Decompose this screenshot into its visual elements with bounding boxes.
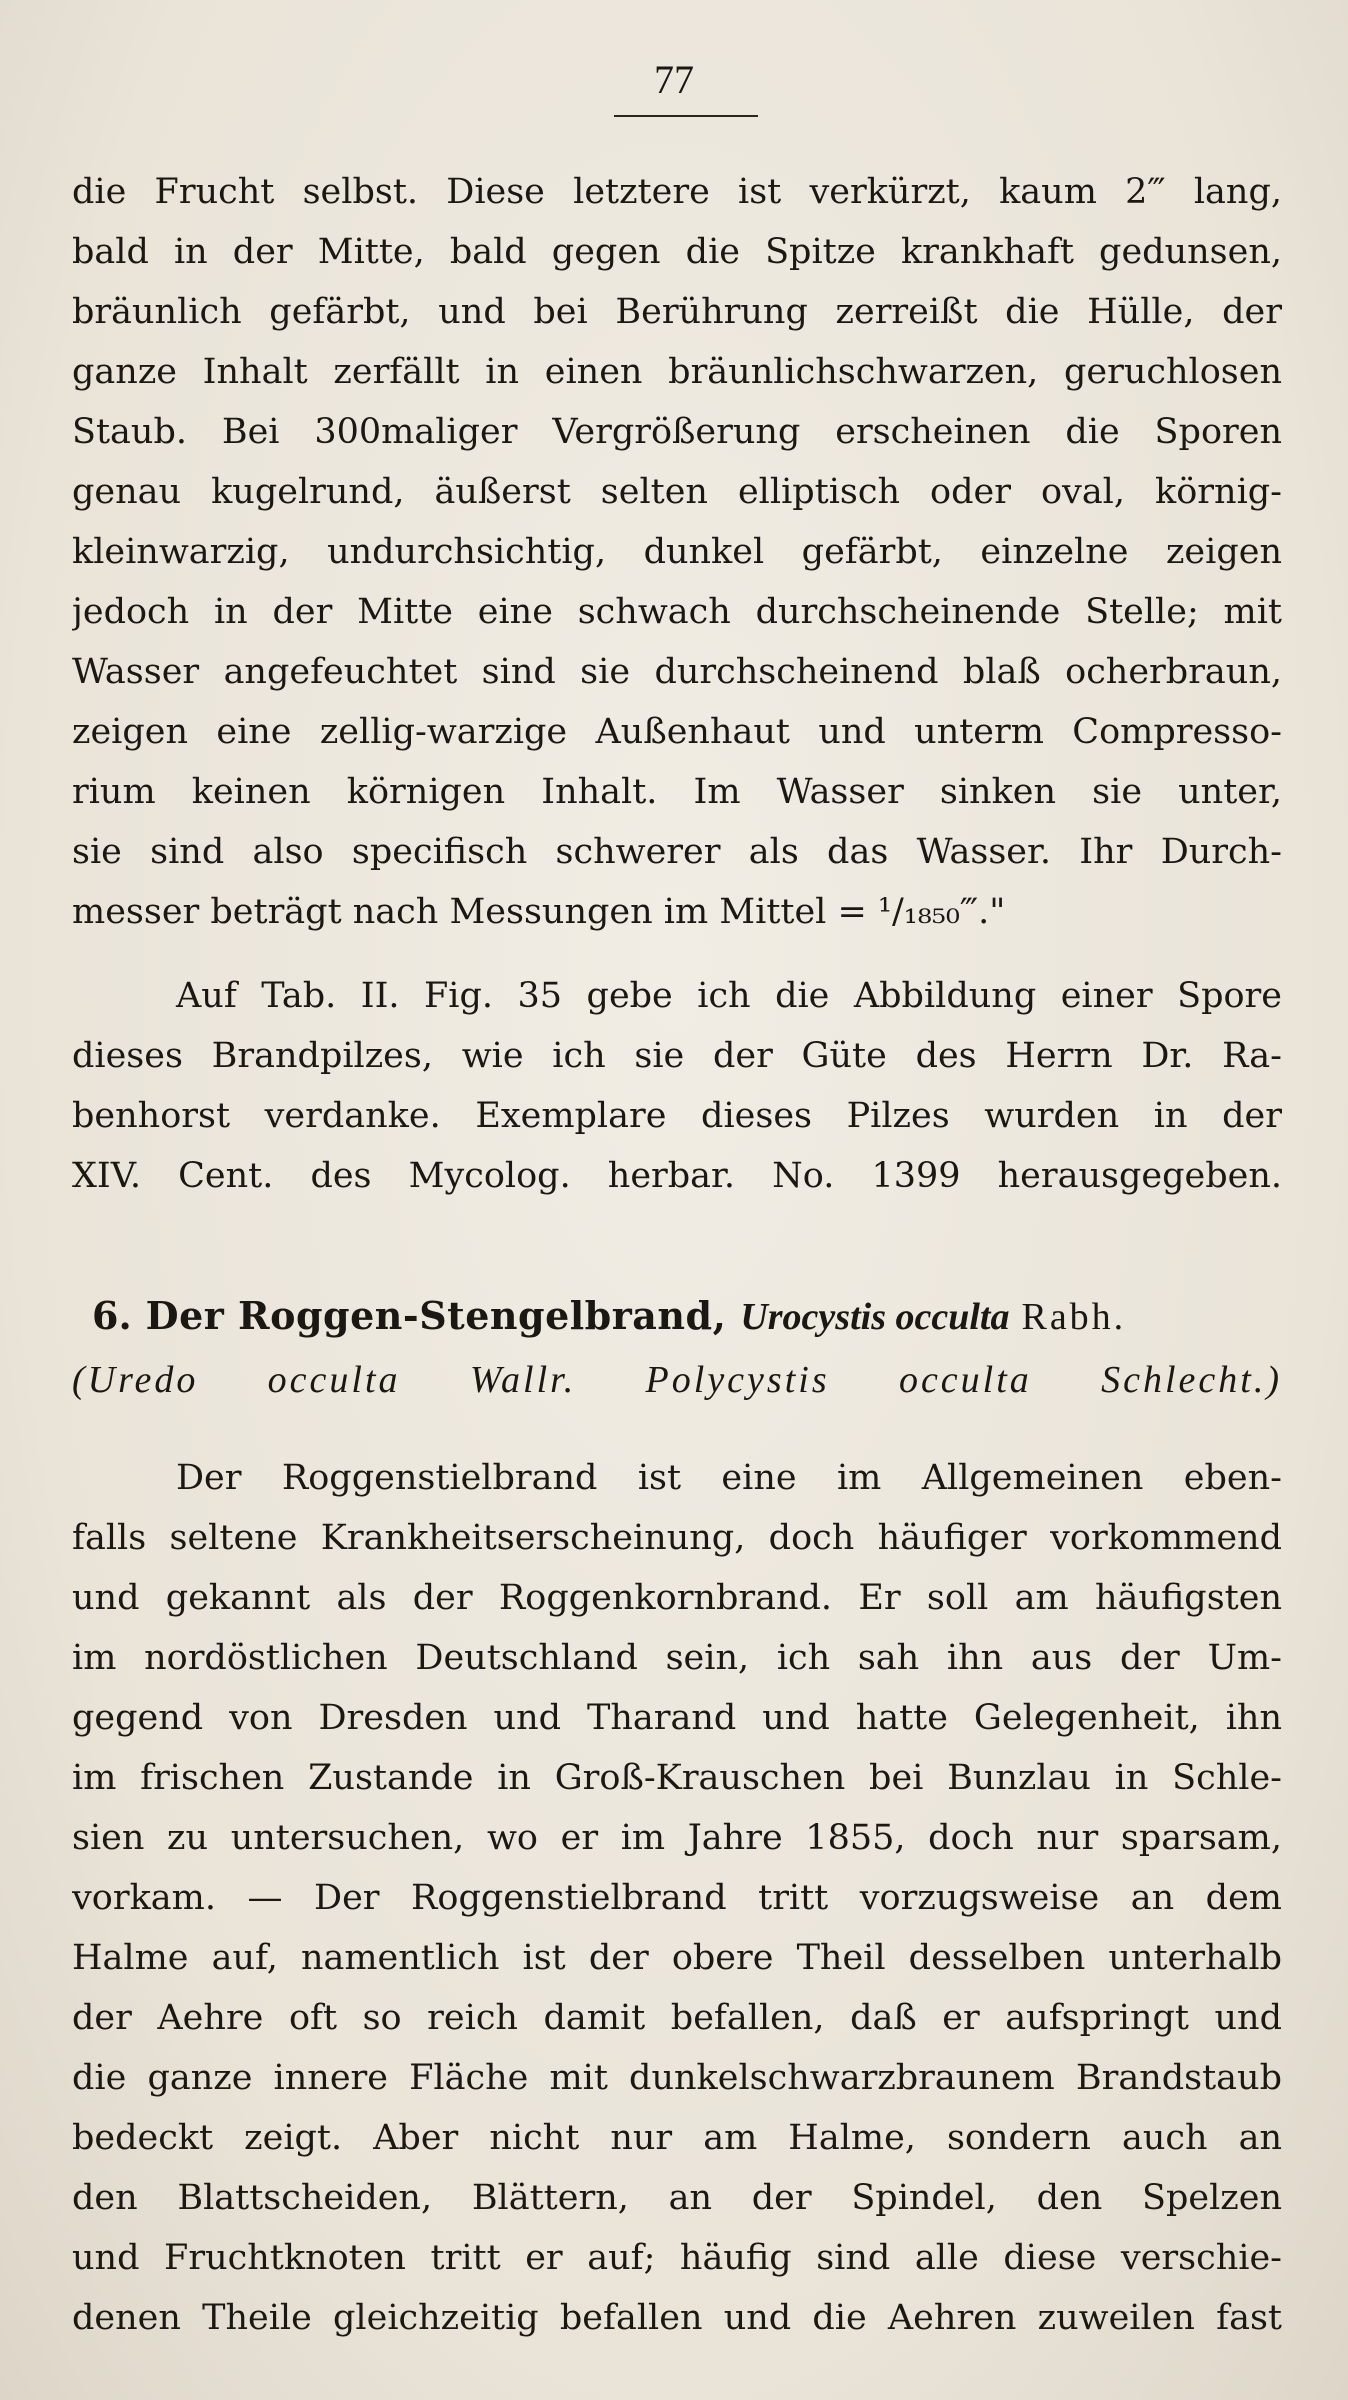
text-line: bald in der Mitte, bald gegen die Spitze krankhaft gedunsen, (72, 232, 1282, 272)
text-line: kleinwarzig, undurchsichtig, dunkel gefärbt, einzelne zeigen (72, 532, 1282, 572)
text-line: und Fruchtknoten tritt er auf; häufig sind alle diese verschie- (72, 2238, 1282, 2278)
paragraph-rye-stem-smut (72, 1448, 1282, 2348)
section-title: Der Roggen-Stengelbrand, (145, 1293, 727, 1338)
text-line: falls seltene Krankheitserscheinung, doch häufiger vorkommend (72, 1518, 1282, 1558)
text-line: messer beträgt nach Messungen im Mittel = ¹/₁₈₅₀‴." (72, 892, 1006, 932)
header-rule (614, 115, 758, 117)
text-line: dieses Brandpilzes, wie ich sie der Güte des Herrn Dr. Ra- (72, 1036, 1282, 1076)
text-line: im nordöstlichen Deutschland sein, ich sah ihn aus der Um- (72, 1638, 1282, 1678)
author-abbreviation: Rabh. (1021, 1296, 1127, 1338)
text-line: vorkam. — Der Roggenstielbrand tritt vorzugsweise an dem (72, 1878, 1282, 1918)
text-line: Wasser angefeuchtet sind sie durchscheinend blaß ocherbraun, (72, 652, 1282, 692)
section-synonyms: (Uredo occulta Wallr. Polycystis occulta Schlecht.) (72, 1359, 1282, 1401)
text-line: der Aehre oft so reich damit befallen, daß er aufspringt und (72, 1998, 1282, 2038)
text-line: den Blattscheiden, Blättern, an der Spindel, den Spelzen (72, 2178, 1282, 2218)
text-line: Staub. Bei 300maliger Vergrößerung erscheinen die Sporen (72, 412, 1282, 452)
page-number: 77 (654, 57, 694, 102)
text-line: zeigen eine zellig-warzige Außenhaut und unterm Compresso- (72, 712, 1282, 752)
text-line: die Frucht selbst. Diese letztere ist verkürzt, kaum 2‴ lang, (72, 172, 1282, 212)
section-number: 6. (92, 1293, 132, 1338)
text-line: rium keinen körnigen Inhalt. Im Wasser sinken sie unter, (72, 772, 1282, 812)
text-line: und gekannt als der Roggenkornbrand. Er soll am häufigsten (72, 1578, 1282, 1618)
text-line: denen Theile gleichzeitig befallen und die Aehren zuweilen fast (72, 2298, 1282, 2338)
paragraph-figure-reference (72, 966, 1282, 1206)
text-line: Halme auf, namentlich ist der obere Theil desselben unterhalb (72, 1938, 1282, 1978)
text-line: im frischen Zustande in Groß-Krauschen bei Bunzlau in Schle- (72, 1758, 1282, 1798)
section-heading (92, 1286, 1282, 1346)
text-line: jedoch in der Mitte eine schwach durchscheinende Stelle; mit (72, 592, 1282, 632)
paragraph-spore-description (72, 162, 1282, 942)
text-line: Der Roggenstielbrand ist eine im Allgemeinen eben- (176, 1458, 1282, 1498)
text-line: die ganze innere Fläche mit dunkelschwarzbraunem Brandstaub (72, 2058, 1282, 2098)
text-line: sie sind also specifisch schwerer als das Wasser. Ihr Durch- (72, 832, 1282, 872)
text-line: ganze Inhalt zerfällt in einen bräunlichschwarzen, geruchlosen (72, 352, 1282, 392)
text-line: XIV. Cent. des Mycolog. herbar. No. 1399 herausgegeben. (72, 1156, 1282, 1196)
latin-name: Urocystis occulta (740, 1296, 1010, 1338)
text-line: benhorst verdanke. Exemplare dieses Pilzes wurden in der (72, 1096, 1282, 1136)
text-line: sien zu untersuchen, wo er im Jahre 1855, doch nur sparsam, (72, 1818, 1282, 1858)
text-line: Auf Tab. II. Fig. 35 gebe ich die Abbildung einer Spore (176, 976, 1282, 1016)
text-line: gegend von Dresden und Tharand und hatte Gelegenheit, ihn (72, 1698, 1282, 1738)
text-line: bräunlich gefärbt, und bei Berührung zerreißt die Hülle, der (72, 292, 1282, 332)
text-line: bedeckt zeigt. Aber nicht nur am Halme, sondern auch an (72, 2118, 1282, 2158)
text-line: genau kugelrund, äußerst selten elliptisch oder oval, körnig- (72, 472, 1282, 512)
